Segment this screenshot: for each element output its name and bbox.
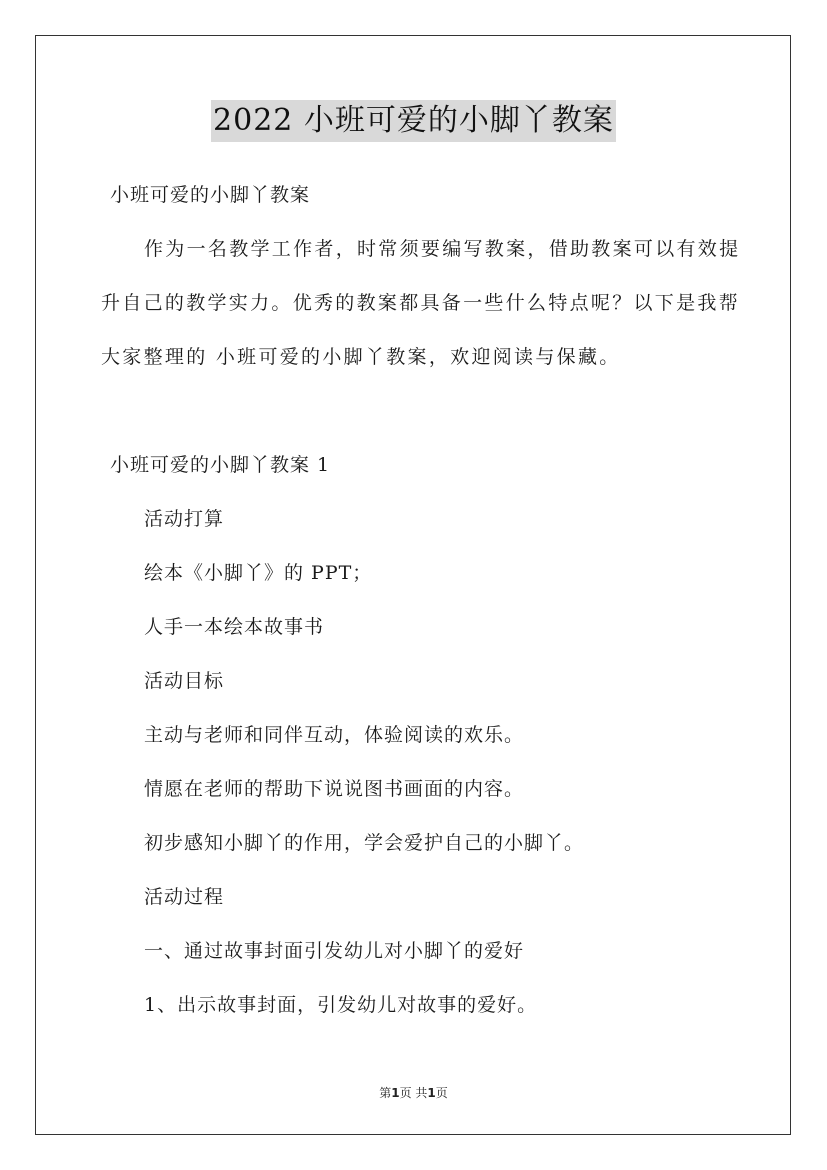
body-line-1: 活动打算 xyxy=(144,508,225,530)
section-title: 小班可爱的小脚丫教案 1 xyxy=(110,454,331,476)
body-line-7: 初步感知小脚丫的作用，学会爱护自己的小脚丫。 xyxy=(144,832,585,854)
body-line-5: 主动与老师和同伴互动，体验阅读的欢乐。 xyxy=(144,724,525,746)
body-line-8: 活动过程 xyxy=(144,886,225,908)
body-line-4: 活动目标 xyxy=(144,670,225,692)
intro-line-1: 作为一名教学工作者，时常须要编写教案，借助教案可以有效提 xyxy=(144,238,741,260)
body-line-9: 一、通过故事封面引发幼儿对小脚丫的爱好 xyxy=(144,940,525,962)
footer-prefix: 第 xyxy=(379,1086,392,1100)
document-subtitle: 小班可爱的小脚丫教案 xyxy=(110,184,311,206)
document-title: 2022 小班可爱的小脚丫教案 xyxy=(211,100,616,142)
footer-mid: 页 共 xyxy=(399,1086,428,1100)
footer-total-pages: 1 xyxy=(427,1086,436,1100)
body-line-6: 情愿在老师的帮助下说说图书画面的内容。 xyxy=(144,778,525,800)
body-line-10: 1、出示故事封面，引发幼儿对故事的爱好。 xyxy=(144,994,538,1016)
body-line-3: 人手一本绘本故事书 xyxy=(144,616,325,638)
body-line-2: 绘本《小脚丫》的 PPT； xyxy=(144,562,373,584)
intro-line-2: 升自己的教学实力。优秀的教案都具备一些什么特点呢？以下是我帮 xyxy=(101,292,741,314)
footer-suffix: 页 xyxy=(435,1086,448,1100)
footer-page-number: 1 xyxy=(391,1086,400,1100)
page-footer xyxy=(0,1084,827,1101)
title-container xyxy=(0,100,827,142)
intro-line-3: 大家整理的 小班可爱的小脚丫教案，欢迎阅读与保藏。 xyxy=(101,346,621,368)
